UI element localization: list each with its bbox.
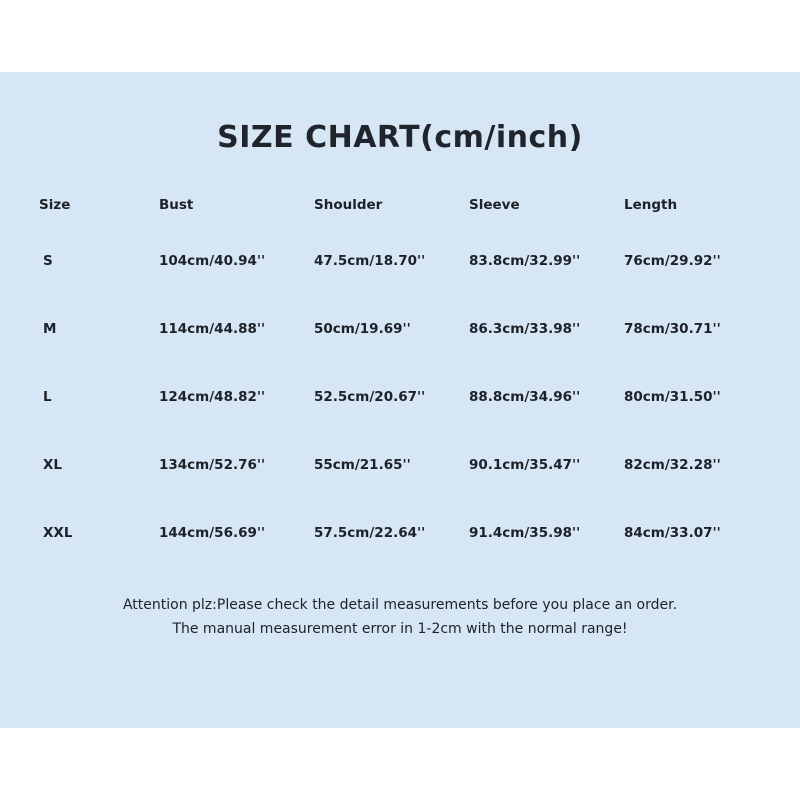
table-row — [21, 431, 779, 499]
column-header-bust: Bust — [159, 197, 194, 213]
cell-bust: 124cm/48.82'' — [159, 389, 266, 405]
table-row — [21, 295, 779, 363]
column-header-length: Length — [624, 197, 678, 213]
cell-size: M — [43, 321, 57, 337]
cell-shoulder: 57.5cm/22.64'' — [314, 525, 426, 541]
cell-sleeve: 86.3cm/33.98'' — [469, 321, 581, 337]
cell-length: 80cm/31.50'' — [624, 389, 721, 405]
cell-sleeve: 88.8cm/34.96'' — [469, 389, 581, 405]
cell-shoulder: 50cm/19.69'' — [314, 321, 411, 337]
cell-shoulder: 47.5cm/18.70'' — [314, 253, 426, 269]
footnotes — [0, 593, 800, 641]
cell-bust: 114cm/44.88'' — [159, 321, 266, 337]
cell-shoulder: 52.5cm/20.67'' — [314, 389, 426, 405]
footnote-measurement-error: The manual measurement error in 1-2cm with the normal range! — [172, 621, 628, 637]
table-row — [21, 499, 779, 567]
cell-length: 82cm/32.28'' — [624, 457, 721, 473]
cell-length: 78cm/30.71'' — [624, 321, 721, 337]
table-body — [21, 227, 779, 567]
cell-size: XXL — [43, 525, 73, 541]
size-chart-panel — [0, 72, 800, 728]
cell-size: L — [43, 389, 52, 405]
column-header-shoulder: Shoulder — [314, 197, 383, 213]
column-header-size: Size — [39, 197, 71, 213]
cell-sleeve: 91.4cm/35.98'' — [469, 525, 581, 541]
cell-size: S — [43, 253, 53, 269]
cell-sleeve: 83.8cm/32.99'' — [469, 253, 581, 269]
table-row — [21, 363, 779, 431]
cell-length: 84cm/33.07'' — [624, 525, 721, 541]
cell-bust: 134cm/52.76'' — [159, 457, 266, 473]
cell-bust: 104cm/40.94'' — [159, 253, 266, 269]
cell-sleeve: 90.1cm/35.47'' — [469, 457, 581, 473]
cell-bust: 144cm/56.69'' — [159, 525, 266, 541]
table-row — [21, 227, 779, 295]
footnote-attention: Attention plz:Please check the detail measurements before you place an order. — [122, 597, 678, 613]
page-title: SIZE CHART(cm/inch) — [217, 120, 583, 155]
cell-shoulder: 55cm/21.65'' — [314, 457, 411, 473]
table-header-row — [21, 183, 779, 227]
size-chart-table — [21, 183, 779, 567]
table-header — [21, 183, 779, 227]
cell-size: XL — [43, 457, 63, 473]
cell-length: 76cm/29.92'' — [624, 253, 721, 269]
column-header-sleeve: Sleeve — [469, 197, 520, 213]
